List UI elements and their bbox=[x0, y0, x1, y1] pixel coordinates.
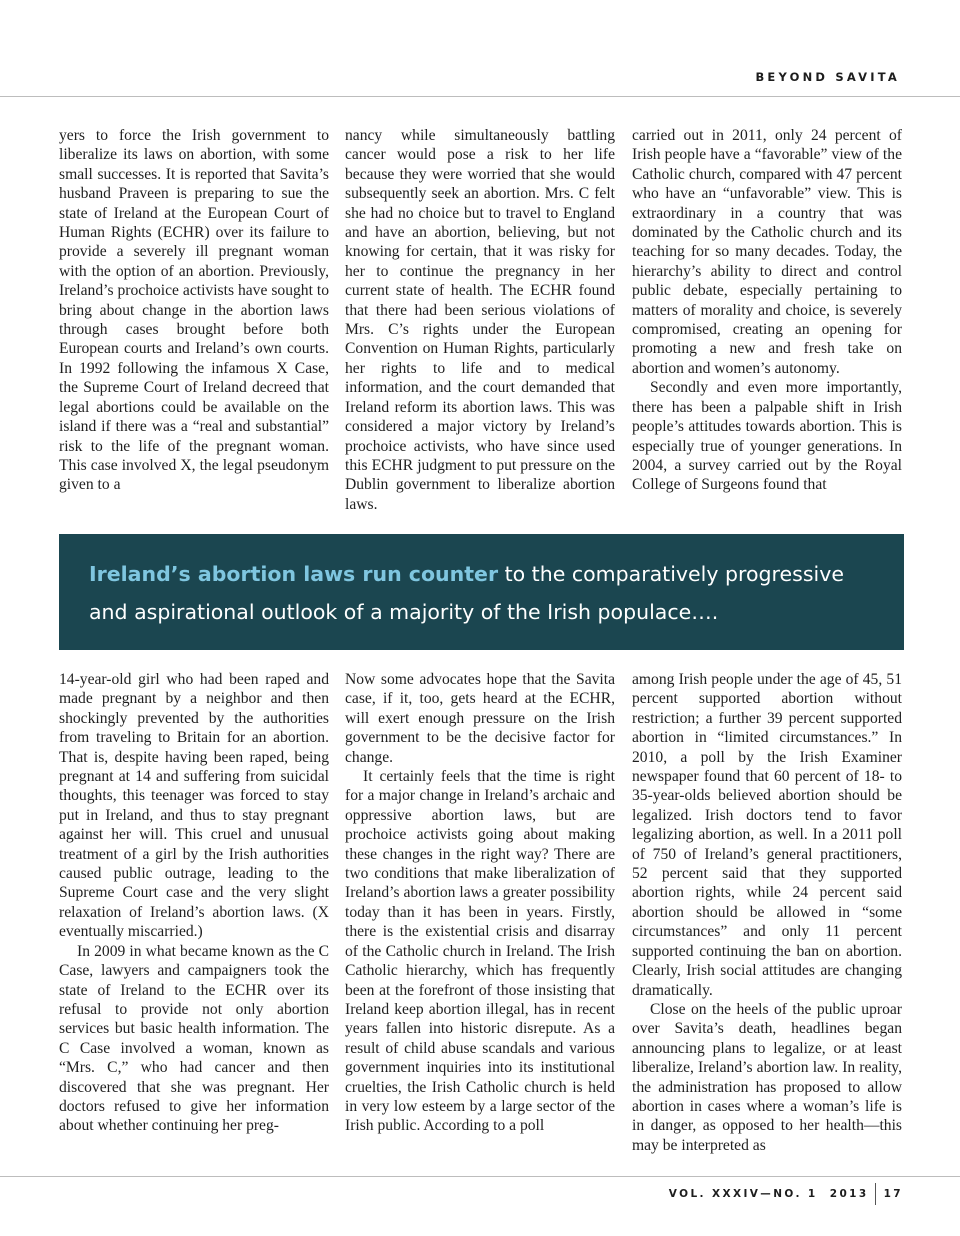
section-title: BEYOND SAVITA bbox=[755, 70, 900, 84]
article-column-top-2 bbox=[345, 126, 615, 518]
issue-label: VOL. XXXIV—NO. 1 2013 bbox=[668, 1188, 869, 1200]
paragraph: Close on the heels of the public uproar over Savita’s death, headlines began announcing plans to legalize, or at least liberalize, Ireland’s abortion law. In reality, the administration has proposed to allow abortion in cases where a woman’s life is in danger, as opposed to her health—this may be interpreted as bbox=[632, 1000, 902, 1154]
paragraph: 14-year-old girl who had been raped and made pregnant by a neighbor and then shockingly prevented by the authorities from traveling to Britain for an abortion. That is, despite having been raped, being pregnant at 14 and suffering from suicidal thoughts, this teenager was forced to stay put in Ireland, and thus to stay pregnant against her will. This cruel and unusual treatment of a girl by the Irish authorities caused public outrage, leading to the Supreme Court case and the very slight relaxation of Ireland’s abortion laws. (X eventually miscarried.) bbox=[59, 671, 329, 941]
pull-quote-text: to the comparatively progressive and aspirational outlook of a majority of the Irish populace…. bbox=[89, 562, 844, 624]
pull-quote-lead: Ireland’s abortion laws run counter bbox=[89, 562, 499, 586]
paragraph: Secondly and even more importantly, there has been a palpable shift in Irish people’s attitudes towards abortion. This is especially true of younger generations. In 2004, a survey carried out by the Royal College of Surgeons found that bbox=[632, 379, 902, 494]
article-column-top-1 bbox=[59, 126, 329, 518]
article-column-bottom-3 bbox=[632, 670, 902, 1160]
footer-separator bbox=[875, 1183, 876, 1205]
footer-divider bbox=[0, 1176, 960, 1177]
paragraph: nancy while simultaneously battling cancer would pose a risk to her life because they were worried that she would subsequently seek an abortion. Mrs. C felt she had no choice but to travel to England and have an abortion, believing, but not knowing for certain, that it was risky for her to continue the pregnancy in her current state of health. The ECHR found that there had been serious violations of Mrs. C’s rights under the European Convention on Human Rights, particularly her rights to life and to medical information, and the court demanded that Ireland reform its abortion laws. This was considered a major victory by Ireland’s prochoice activists, who have since used this ECHR judgment to put pressure on the Dublin government to liberalize abortion laws. bbox=[345, 127, 615, 513]
article-column-bottom-1 bbox=[59, 670, 329, 1160]
page-footer bbox=[669, 1183, 903, 1205]
page-number: 17 bbox=[883, 1188, 903, 1200]
paragraph: In 2009 in what became known as the C Case, lawyers and campaigners took the state of Ireland to the ECHR over its refusal to provide not only abortion services but basic health information. The C Case involved a woman, known as “Mrs. C,” who had cancer and then discovered that she was pregnant. Her doctors refused to give her information about whether continuing her preg- bbox=[59, 942, 329, 1135]
header-divider bbox=[0, 96, 960, 97]
paragraph: carried out in 2011, only 24 percent of Irish people have a “favorable” view of the Catholic church, compared with 47 percent who have an “unfavorable” view. This is extraordinary in a country that was dominated by the Catholic church and its teaching for so many decades. Today, the hierarchy’s ability to direct and control public debate, especially pertaining to matters of morality and choice, is severely compromised, creating an opening for promoting a new and fresh take on abortion and women’s autonomy. bbox=[632, 127, 902, 377]
paragraph: It certainly feels that the time is right for a major change in Ireland’s archaic and oppressive abortion laws, but are prochoice activists going about making these changes in the right way? There are two conditions that make liberalization of Ireland’s abortion laws a greater possibility today than it has been in years. Firstly, there is the existential crisis and disarray of the Catholic church in Ireland. The Irish Catholic hierarchy, which has frequently been at the forefront of those insisting that Ireland keep abortion illegal, has in recent years fallen into historic disrepute. As a result of child abuse scandals and various government inquiries into its institutional cruelties, the Irish Catholic church is held in very low esteem by a large sector of the Irish public. According to a poll bbox=[345, 768, 615, 1135]
article-column-top-3 bbox=[632, 126, 902, 518]
paragraph: among Irish people under the age of 45, 51 percent supported abortion without restriction; a further 39 percent supported abortion in “limited circumstances.” In 2010, a poll by the Irish Examiner newspaper found that 60 percent of 18- to 35-year-olds believed abortion should be legalized. Irish doctors tend to favor legalizing abortion, as well. In a 2011 poll of 750 of Ireland’s general practitioners, 52 percent said that they supported abortion rights, while 24 percent said abortion should be allowed in “some circumstances” and only 11 percent supported continuing the ban on abortion. Clearly, Irish social attitudes are changing dramatically. bbox=[632, 671, 902, 999]
article-column-bottom-2 bbox=[345, 670, 615, 1160]
paragraph: Now some advocates hope that the Savita case, if it, too, gets heard at the ECHR, will exert enough pressure on the Irish government to be the decisive factor for change. bbox=[345, 671, 615, 766]
pull-quote bbox=[59, 534, 904, 650]
paragraph: yers to force the Irish government to liberalize its laws on abortion, with some small successes. It is reported that Savita’s husband Praveen is preparing to sue the state of Ireland at the European Court of Human Rights (ECHR) over its failure to provide a severely ill pregnant woman with the option of an abortion. Previously, Ireland’s prochoice activists have sought to bring about change in the abortion laws through cases brought before both European courts and Ireland’s own courts. In 1992 following the infamous X Case, the Supreme Court of Ireland decreed that legal abortions could be available on the island if there was a “real and substantial” risk to the life of the pregnant woman. This case involved X, the legal pseudonym given to a bbox=[59, 127, 329, 494]
